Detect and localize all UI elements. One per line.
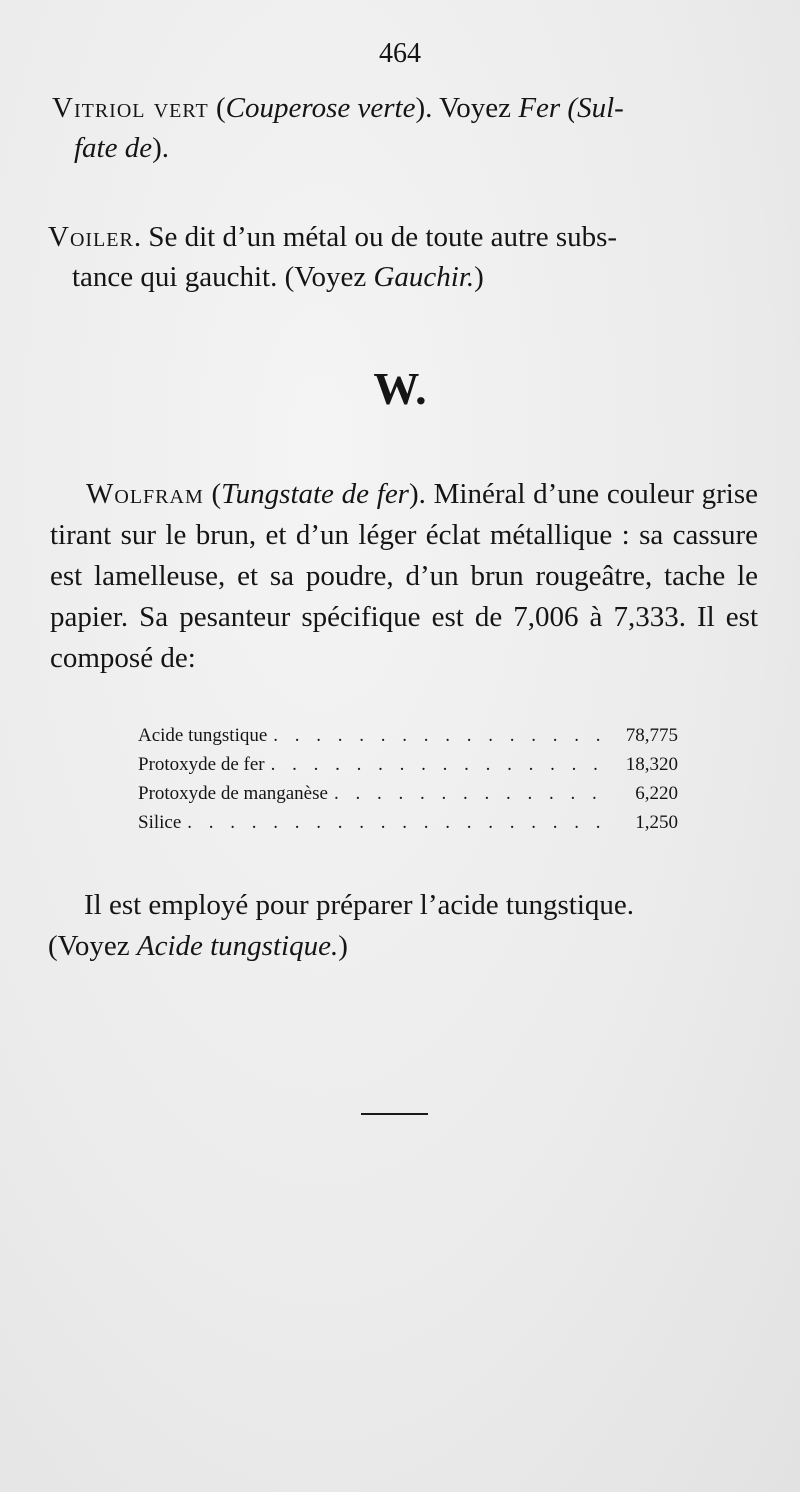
component-name: Acide tungstique xyxy=(138,725,268,746)
entry-text: . Se dit d’un métal ou de toute autre subs- xyxy=(133,221,618,253)
dot-leader xyxy=(271,750,602,779)
composition-row xyxy=(138,808,678,837)
entry-punct: ( xyxy=(208,92,226,124)
composition-row xyxy=(138,750,678,779)
composition-row xyxy=(138,721,678,750)
end-rule xyxy=(361,1113,428,1115)
entry-text-cont: tance qui gauchit. (Voyez xyxy=(72,261,374,293)
entry-reference: Gauchir. xyxy=(373,261,475,293)
entry-term: Wolfram xyxy=(86,478,204,510)
component-name: Protoxyde de manganèse xyxy=(138,783,328,804)
entry-punct: ). xyxy=(152,132,170,164)
page-number: 464 xyxy=(379,38,421,69)
component-name: Silice xyxy=(138,812,182,833)
component-value: 6,220 xyxy=(635,783,678,804)
usage-paragraph xyxy=(48,885,760,967)
entry-punct: ) xyxy=(474,261,484,293)
usage-punct: ) xyxy=(338,930,348,962)
entry-reference-cont: fate de xyxy=(74,132,153,164)
entry-term: Vitriol vert xyxy=(52,92,209,124)
component-value: 78,775 xyxy=(625,725,678,746)
entry-synonym: Tungstate de fer xyxy=(221,478,409,510)
entry-text: Minéral d’une couleur grise tirant sur le brun, et d’un léger éclat métallique : sa cassure est lamelleuse, et sa poudre, d’un brun rougeâtre, tache le papier. Sa pesanteur spécifique est de 7,006 à 7,333. Il est composé de: xyxy=(50,478,758,674)
entry-punct: ). xyxy=(408,478,434,510)
entry-punct: ). Voyez xyxy=(415,92,519,124)
entry-vitriol-vert xyxy=(52,88,762,168)
entry-term: Voiler xyxy=(48,221,134,253)
entry-voiler xyxy=(48,217,768,297)
component-name: Protoxyde de fer xyxy=(138,754,265,775)
usage-punct: (Voyez xyxy=(48,930,137,962)
component-value: 1,250 xyxy=(635,812,678,833)
entry-synonym: Couperose verte xyxy=(225,92,416,124)
entry-reference: Fer (Sul- xyxy=(518,92,624,124)
dot-leader xyxy=(334,779,602,808)
entry-punct: ( xyxy=(203,478,222,510)
section-letter-heading: W. xyxy=(373,363,427,414)
dot-leader xyxy=(273,721,602,750)
usage-reference: Acide tungstique. xyxy=(136,930,339,962)
usage-text: Il est employé pour préparer l’acide tungstique. xyxy=(84,889,634,921)
dot-leader xyxy=(187,808,602,837)
composition-table xyxy=(138,721,678,837)
composition-row xyxy=(138,779,678,808)
entry-wolfram xyxy=(50,474,758,679)
component-value: 18,320 xyxy=(625,754,678,775)
